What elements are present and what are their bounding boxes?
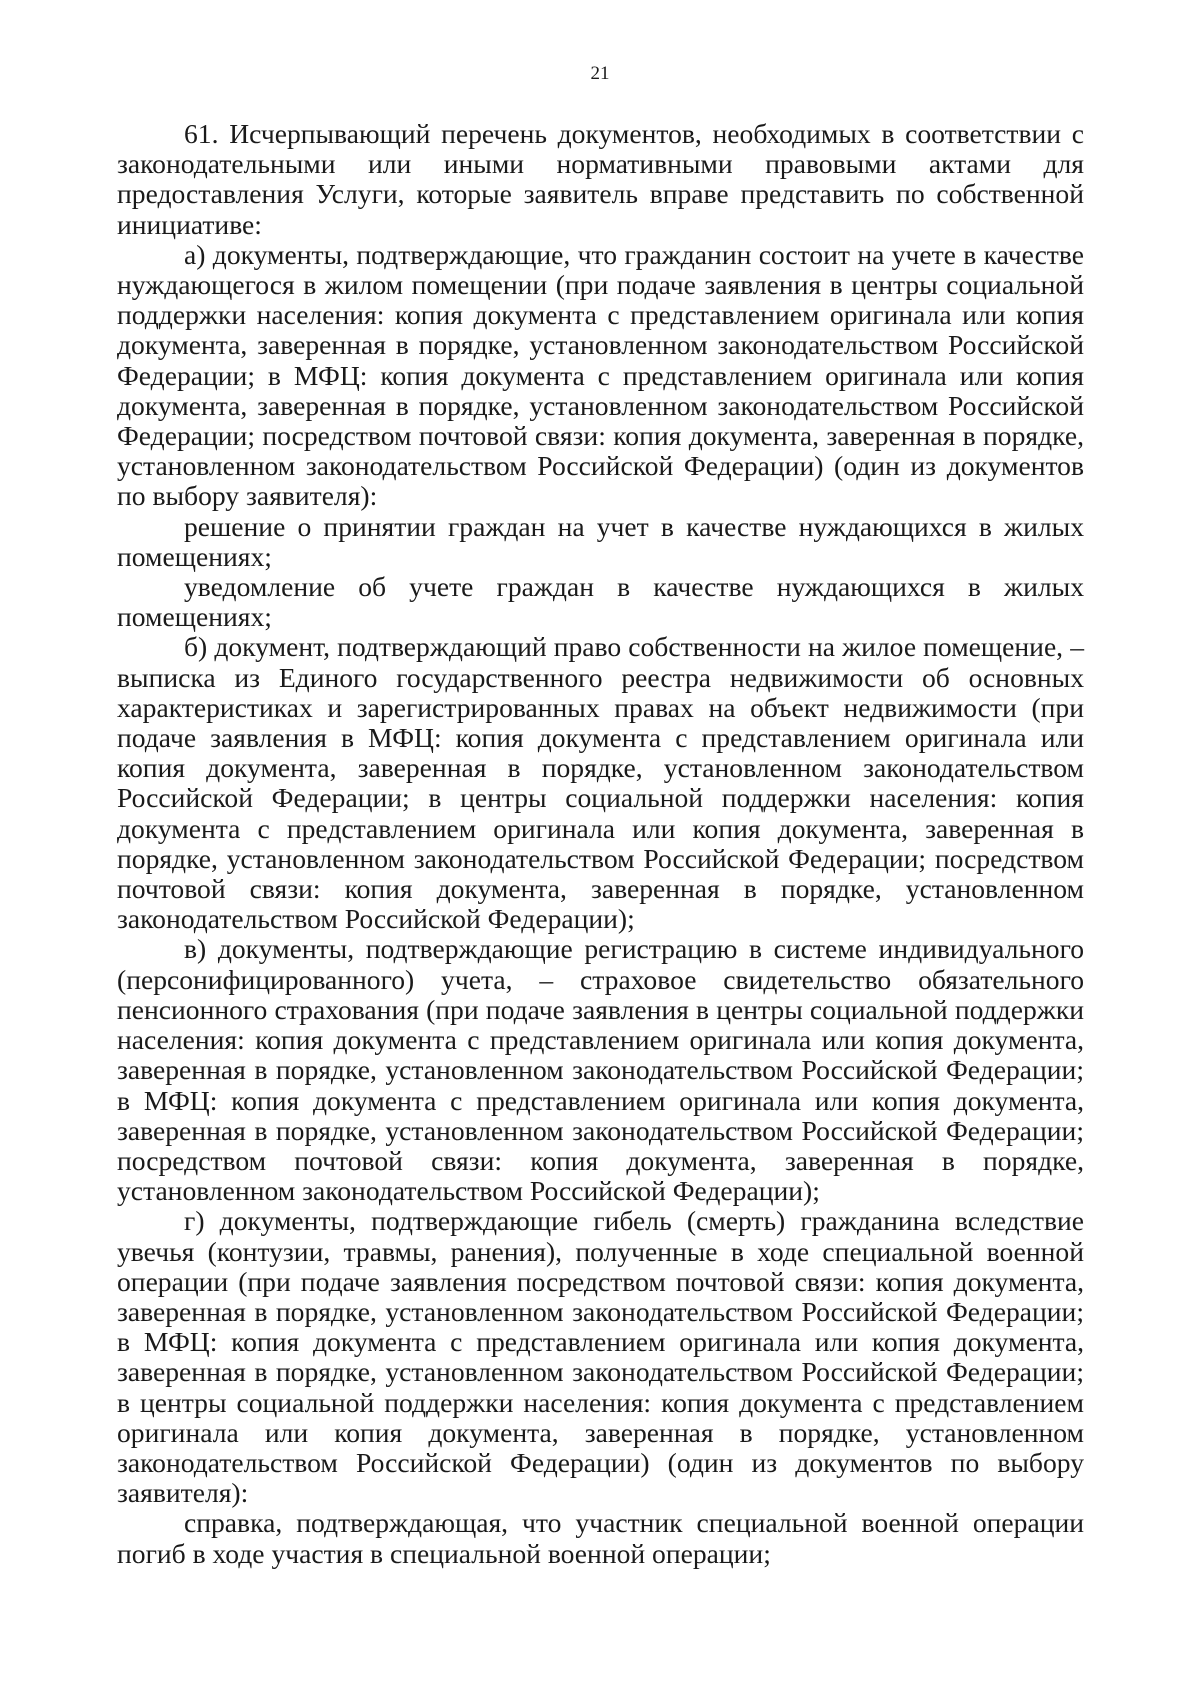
paragraph-item-g: г) документы, подтверждающие гибель (смерть) гражданина вследствие увечья (контузии, травмы, ранения), полученные в ходе специальной военной операции (при подаче заявления посредством почтовой связи: копия документа, заверенная в порядке, установленном законодательством Российской Федерации; в МФЦ: копия документа с представлением оригинала или копия документа, заверенная в порядке, установленном законодательством Российской Федерации; в центры социальной поддержки населения: копия документа с представлением оригинала или копия документа, заверенная в порядке, установленном законодательством Российской Федерации) (один из документов по выбору заявителя): [117,1205,1084,1509]
paragraph-item-v: в) документы, подтверждающие регистрацию в системе индивидуального (персонифицированного) учета, – страховое свидетельство обязательного пенсионного страхования (при подаче заявления в центры социальной поддержки населения: копия документа с представлением оригинала или копия документа, заверенная в порядке, установленном законодательством Российской Федерации; в МФЦ: копия документа с представлением оригинала или копия документа, заверенная в порядке, установленном законодательством Российской Федерации; посредством почтовой связи: копия документа, заверенная в порядке, установленном законодательством Российской Федерации); [117,933,1084,1207]
paragraph-certificate: справка, подтверждающая, что участник специальной военной операции погиб в ходе участия в специальной военной операции; [117,1507,1084,1569]
paragraph-notice: уведомление об учете граждан в качестве нуждающихся в жилых помещениях; [117,571,1084,633]
paragraph-item-a: а) документы, подтверждающие, что гражданин состоит на учете в качестве нуждающегося в жилом помещении (при подаче заявления в центры социальной поддержки населения: копия документа с представлением оригинала или копия документа, заверенная в порядке, установленном законодательством Российской Федерации; в МФЦ: копия документа с представлением оригинала или копия документа, заверенная в порядке, установленном законодательством Российской Федерации; посредством почтовой связи: копия документа, заверенная в порядке, установленном законодательством Российской Федерации) (один из документов по выбору заявителя): [117,238,1084,512]
paragraph-61: 61. Исчерпывающий перечень документов, необходимых в соответствии с законодательными или иными нормативными правовыми актами для предоставления Услуги, которые заявитель вправе представить по собственной инициативе: [117,118,1084,240]
paragraph-item-b: б) документ, подтверждающий право собственности на жилое помещение, – выписка из Единого государственного реестра недвижимости об основных характеристиках и зарегистрированных правах на объект недвижимости (при подаче заявления в МФЦ: копия документа с представлением оригинала или копия документа, заверенная в порядке, установленном законодательством Российской Федерации; в центры социальной поддержки населения: копия документа с представлением оригинала или копия документа, заверенная в порядке, установленном законодательством Российской Федерации; посредством почтовой связи: копия документа, заверенная в порядке, установленном законодательством Российской Федерации); [117,631,1084,935]
document-body [117,119,1084,1569]
page-number: 21 [590,63,610,84]
paragraph-decision: решение о принятии граждан на учет в качестве нуждающихся в жилых помещениях; [117,510,1084,572]
